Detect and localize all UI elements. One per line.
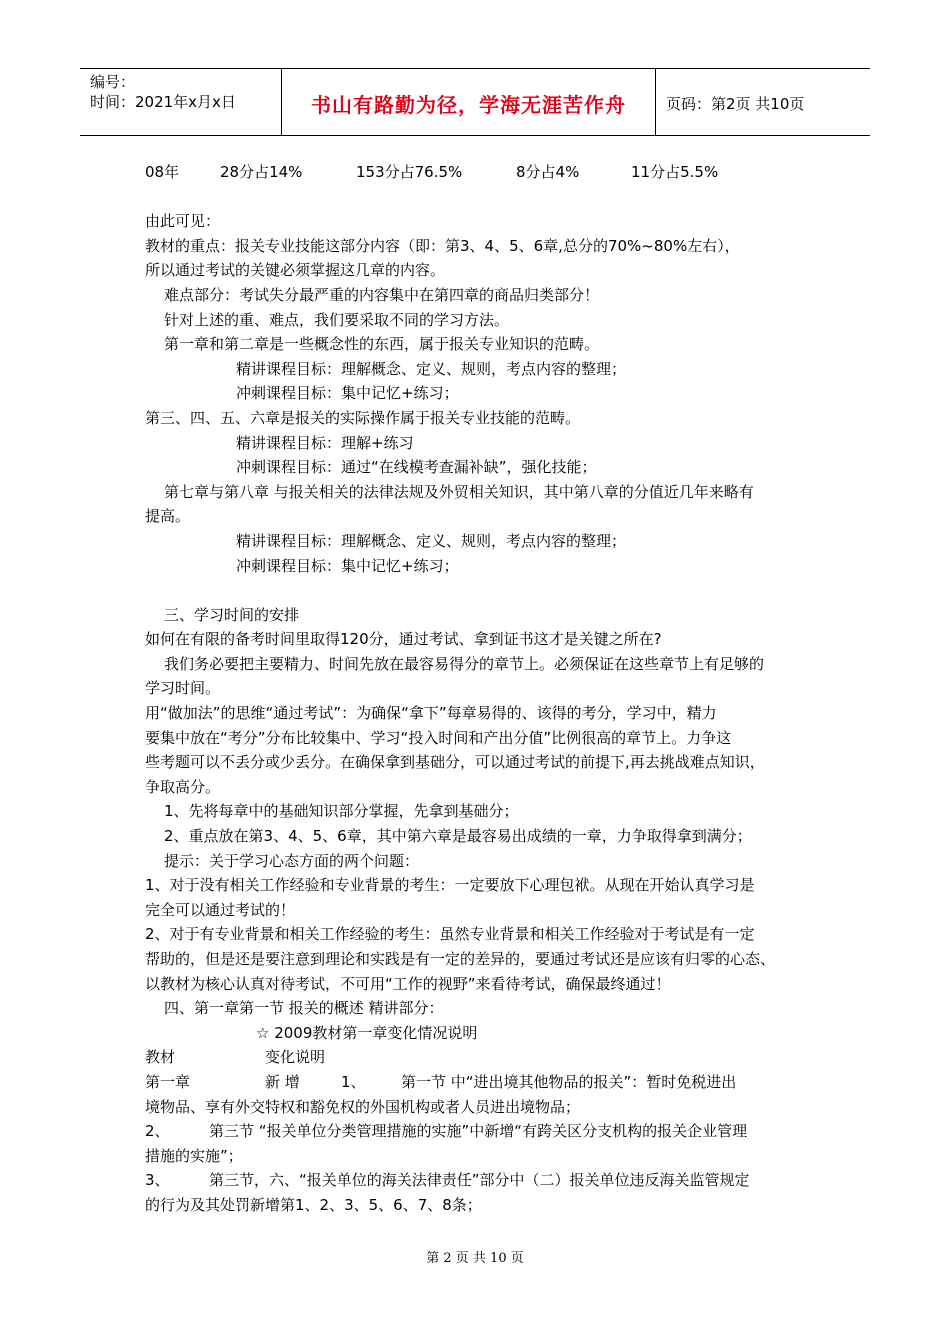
- change-text: 第三节，六、“报关单位的海关法律责任”部分中（二）报关单位违反海关监管规定: [209, 1171, 750, 1190]
- paragraph-line: 学习时间。: [145, 679, 221, 698]
- paragraph-line: 帮助的，但是还是要注意到理论和实践是有一定的差异的，要通过考试还是应该有归零的心态、: [145, 950, 776, 968]
- section-heading: 三、学习时间的安排: [164, 605, 300, 624]
- stats-cell: 153分占76.5%: [356, 163, 463, 181]
- change-row: [145, 1070, 805, 1095]
- paragraph-line: 所以通过考试的关键必须掌握这几章的内容。: [145, 261, 446, 280]
- change-type: 新 增: [265, 1072, 300, 1091]
- paragraph-line: 针对上述的重、难点，我们要采取不同的学习方法。: [164, 310, 510, 329]
- paragraph-line: 精讲课程目标：理解概念、定义、规则，考点内容的整理；: [236, 531, 627, 550]
- paragraph-line: 2、对于有专业背景和相关工作经验的考生：虽然专业背景和相关工作经验对于考试是有一定: [145, 925, 755, 944]
- paragraph-line: 第三、四、五、六章是报关的实际操作属于报关专业技能的范畴。: [145, 408, 581, 427]
- paragraph-line: 教材的重点：报关专业技能这部分内容（即：第3、4、5、6章,总分的70%~80%左右），: [145, 236, 740, 255]
- paragraph-line: 难点部分：考试失分最严重的内容集中在第四章的商品归类部分！: [164, 285, 600, 304]
- header-meta: [90, 72, 236, 112]
- paragraph-line: 以教材为核心认真对待考试，不可用“工作的视野”来看待考试，确保最终通过！: [145, 974, 671, 993]
- paragraph-line: 1、先将每章中的基础知识部分掌握，先拿到基础分；: [164, 802, 519, 821]
- header-bottom-rule: [80, 135, 870, 136]
- paragraph-line: 2、重点放在第3、4、5、6章，其中第六章是最容易出成绩的一章，力争取得拿到满分；: [164, 827, 752, 846]
- paragraph-line: 第七章与第八章 与报关相关的法律法规及外贸相关知识，其中第八章的分值近几年来略有: [164, 482, 754, 501]
- stats-cell: 8分占4%: [516, 163, 580, 181]
- page-footer: 第 2 页 共 10 页: [426, 1251, 524, 1266]
- paragraph-line: 冲刺课程目标：集中记忆+练习；: [236, 556, 459, 575]
- change-text: 第三节 “报关单位分类管理措施的实施”中新增“有跨关区分支机构的报关企业管理: [209, 1122, 748, 1141]
- paragraph-line: 精讲课程目标：理解概念、定义、规则，考点内容的整理；: [236, 359, 627, 378]
- stats-cell: 11分占5.5%: [631, 163, 719, 181]
- section-heading: 四、第一章第一节 报关的概述 精讲部分：: [164, 999, 444, 1018]
- stats-year: 08年: [145, 163, 180, 181]
- change-row: [145, 1119, 805, 1144]
- paragraph-line: 冲刺课程目标：通过“在线模考查漏补缺”，强化技能；: [236, 458, 597, 477]
- paragraph-line: 用“做加法”的思维“通过考试”：为确保“拿下”每章易得的、该得的考分，学习中，精力: [145, 704, 717, 723]
- change-row-cont: 措施的实施”；: [145, 1146, 243, 1165]
- paragraph-line: 我们务必要把主要精力、时间先放在最容易得分的章节上。必须保证在这些章节上有足够的: [164, 654, 765, 673]
- paragraph-line: 冲刺课程目标：集中记忆+练习；: [236, 384, 459, 403]
- paragraph-line: 提高。: [145, 507, 191, 526]
- col-change-desc: 变化说明: [265, 1048, 326, 1067]
- header-page-label: 页码：第2页 共10页: [666, 95, 805, 113]
- stats-row: [145, 160, 805, 185]
- col-textbook: 教材: [145, 1048, 176, 1067]
- paragraph-line: 由此可见：: [145, 212, 221, 231]
- change-num: 3、: [145, 1171, 170, 1190]
- paragraph-line: 精讲课程目标：理解+练习: [236, 433, 414, 452]
- paragraph-line: 1、对于没有相关工作经验和专业背景的考生：一定要放下心理包袱。从现在开始认真学习是: [145, 876, 755, 895]
- table-caption: ☆ 2009教材第一章变化情况说明: [256, 1023, 478, 1042]
- change-num: 1、: [341, 1072, 366, 1091]
- change-text: 第一节 中“进出境其他物品的报关”：暂时免税进出: [401, 1072, 737, 1091]
- table-header: [145, 1045, 805, 1070]
- paragraph-line: 争取高分。: [145, 777, 221, 796]
- paragraph-line: 提示：关于学习心态方面的两个问题：: [164, 851, 420, 870]
- paragraph-line: 如何在有限的备考时间里取得120分，通过考试、拿到证书这才是关键之所在?: [145, 630, 662, 649]
- time-label: 时间：2021年x月x日: [90, 93, 236, 111]
- header-top-rule: [80, 68, 870, 69]
- paragraph-line: 完全可以通过考试的！: [145, 900, 296, 919]
- document-body: [145, 160, 805, 1218]
- paragraph-line: 些考题可以不丢分或少丢分。在确保拿到基础分，可以通过考试的前提下,再去挑战难点知识，: [145, 753, 765, 772]
- change-row: [145, 1168, 805, 1193]
- header-divider-right: [655, 68, 656, 136]
- change-num: 2、: [145, 1122, 170, 1141]
- stats-cell: 28分占14%: [220, 163, 303, 181]
- paragraph-line: 要集中放在“考分”分布比较集中、学习“投入时间和产出分值”比例很高的章节上。力争这: [145, 728, 732, 747]
- change-chapter: 第一章: [145, 1072, 191, 1091]
- change-row-cont: 的行为及其处罚新增第1、2、3、5、6、7、8条；: [145, 1195, 482, 1214]
- paragraph-line: 第一章和第二章是一些概念性的东西，属于报关专业知识的范畴。: [164, 335, 600, 354]
- serial-label: 编号：: [90, 73, 136, 91]
- header-slogan: 书山有路勤为径，学海无涯苦作舟: [311, 93, 626, 117]
- change-row-cont: 境物品、享有外交特权和豁免权的外国机构或者人员进出境物品；: [145, 1097, 581, 1116]
